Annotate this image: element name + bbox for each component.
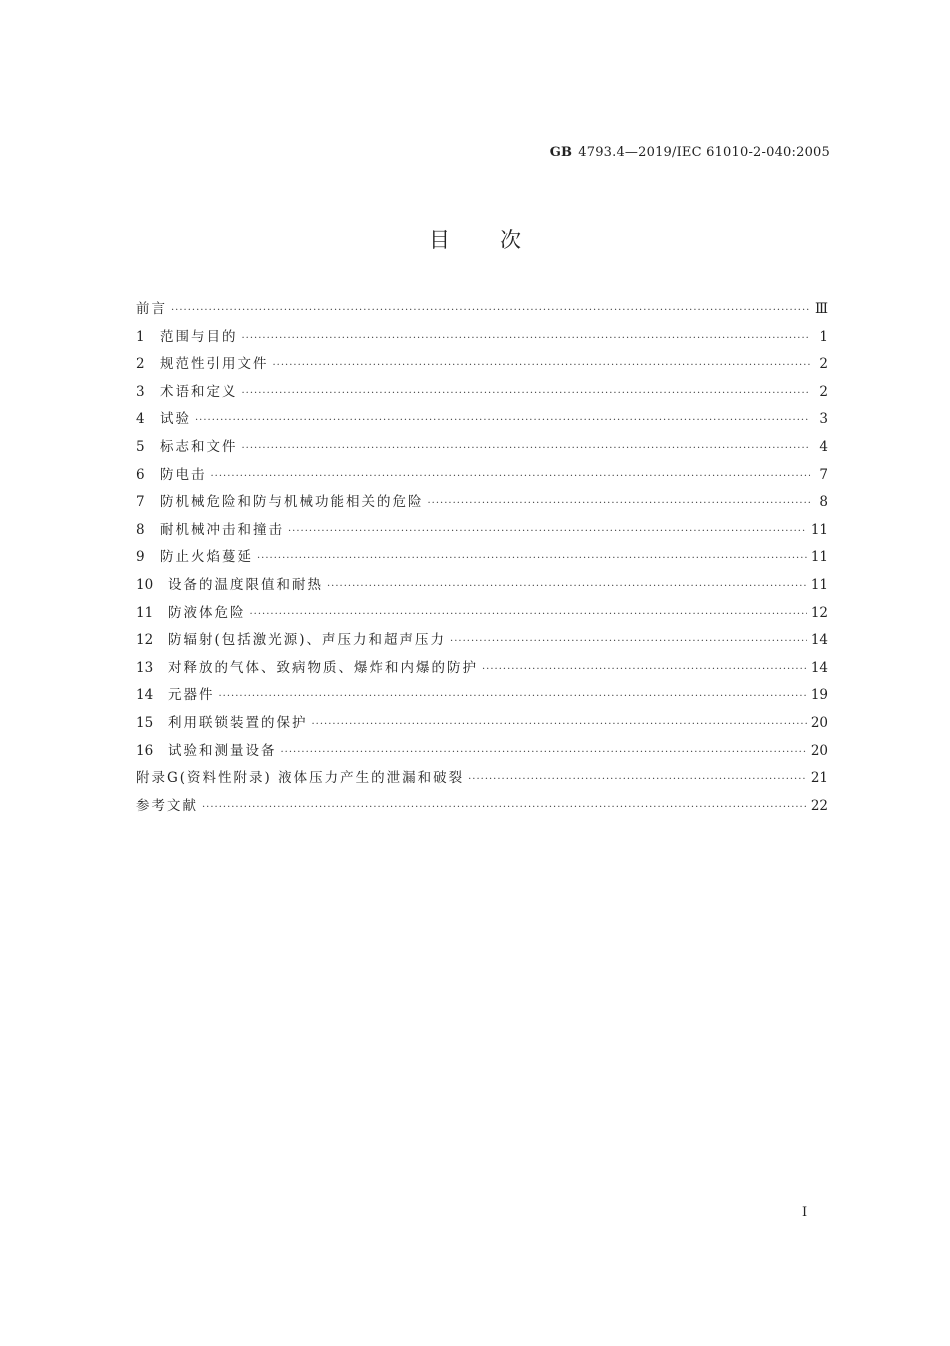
toc-entry[interactable] <box>136 711 828 739</box>
dot-leader <box>428 498 811 509</box>
dot-leader <box>219 691 807 702</box>
dot-leader <box>327 581 807 592</box>
toc-entry-number: 10 <box>136 576 154 593</box>
toc-entry-number: 6 <box>136 466 145 483</box>
toc-entry-number: 4 <box>136 411 145 428</box>
toc-entry-number: 8 <box>136 521 145 538</box>
standard-number: 4793.4—2019/IEC 61010-2-040:2005 <box>578 145 830 160</box>
toc-entry-number: 14 <box>136 687 154 704</box>
toc-entry-label: 对释放的气体、致病物质、爆炸和内爆的防护 <box>168 659 478 676</box>
toc-entry-label: 设备的温度限值和耐热 <box>168 576 323 593</box>
toc-entry-label: 元器件 <box>168 687 215 704</box>
toc-entry-label: 标志和文件 <box>160 438 238 455</box>
toc-entry-page: 8 <box>819 494 828 511</box>
toc-entry-label: 防辐射(包括激光源)、声压力和超声压力 <box>168 632 447 649</box>
toc-entry-label: 术语和定义 <box>160 383 238 400</box>
toc-entry-number: 15 <box>136 714 154 731</box>
toc-entry-page: 20 <box>810 742 828 759</box>
toc-entry-page: 22 <box>810 797 828 814</box>
toc-entry-label: 前言 <box>136 301 167 317</box>
toc-entry-page: 3 <box>819 411 828 428</box>
dot-leader <box>211 471 811 482</box>
toc-entry-number: 11 <box>136 604 154 621</box>
document-code-header <box>550 145 830 160</box>
toc-entry-page: 1 <box>819 328 828 345</box>
dot-leader <box>171 305 810 316</box>
toc-entry[interactable] <box>136 463 828 491</box>
dot-leader <box>273 360 811 371</box>
toc-entry-page: 12 <box>810 604 828 621</box>
toc-entry-page: 14 <box>810 659 828 676</box>
toc-entry[interactable] <box>136 794 828 822</box>
toc-entry[interactable] <box>136 518 828 546</box>
dot-leader <box>450 636 807 647</box>
dot-leader <box>250 609 807 620</box>
toc-entry-number: 2 <box>136 356 145 373</box>
toc-entry-page: 14 <box>810 632 828 649</box>
toc-entry-number: 9 <box>136 549 145 566</box>
toc-entry-page: 4 <box>819 438 828 455</box>
toc-entry[interactable] <box>136 490 828 518</box>
toc-entry[interactable] <box>136 766 828 794</box>
toc-entry-label: 试验 <box>160 411 191 428</box>
toc-entry-label: 防电击 <box>160 466 207 483</box>
toc-entry-label: 试验和测量设备 <box>168 742 277 759</box>
toc-entry-number: 7 <box>136 494 145 511</box>
toc-entry[interactable] <box>136 683 828 711</box>
toc-entry-page: 7 <box>819 466 828 483</box>
toc-entry-page: 21 <box>810 770 828 787</box>
dot-leader <box>257 553 807 564</box>
dot-leader <box>242 388 811 399</box>
toc-entry-page: 2 <box>819 383 828 400</box>
page-title: 目次 <box>429 228 571 252</box>
toc-entry[interactable] <box>136 407 828 435</box>
toc-entry[interactable] <box>136 352 828 380</box>
toc-entry-number: 3 <box>136 383 145 400</box>
toc-entry[interactable] <box>136 545 828 573</box>
toc-entry-label: 防机械危险和防与机械功能相关的危险 <box>160 494 424 511</box>
dot-leader <box>281 747 807 758</box>
toc-entry-number: 16 <box>136 742 154 759</box>
toc-entry-page: Ⅲ <box>814 301 828 317</box>
toc-entry-number: 5 <box>136 438 145 455</box>
toc-entry[interactable] <box>136 573 828 601</box>
toc-entry[interactable] <box>136 325 828 353</box>
toc-entry-label: 利用联锁装置的保护 <box>168 714 308 731</box>
toc-entry-label: 防液体危险 <box>168 604 246 621</box>
toc-entry-label: 耐机械冲击和撞击 <box>160 521 284 538</box>
toc-entry[interactable] <box>136 297 828 325</box>
toc-entry-number: 13 <box>136 659 154 676</box>
toc-entry-label: 范围与目的 <box>160 328 238 345</box>
toc-entry-label: 参考文献 <box>136 797 198 814</box>
toc-entry[interactable] <box>136 628 828 656</box>
dot-leader <box>312 719 807 730</box>
toc-entry-page: 20 <box>810 714 828 731</box>
toc-entry[interactable] <box>136 380 828 408</box>
dot-leader <box>195 415 810 426</box>
dot-leader <box>482 664 807 675</box>
toc-entry-page: 2 <box>819 356 828 373</box>
toc-entry-label: 防止火焰蔓延 <box>160 549 253 566</box>
toc-entry-page: 11 <box>810 521 828 538</box>
dot-leader <box>468 774 807 785</box>
toc-entry-page: 11 <box>810 549 828 566</box>
dot-leader <box>288 526 807 537</box>
toc-entry-label: 规范性引用文件 <box>160 356 269 373</box>
standard-prefix: GB <box>549 145 573 160</box>
toc-entry[interactable] <box>136 656 828 684</box>
toc-entry[interactable] <box>136 739 828 767</box>
toc-entry-label: 附录G(资料性附录) 液体压力产生的泄漏和破裂 <box>136 770 465 787</box>
toc-entry-page: 19 <box>810 687 828 704</box>
page-number: I <box>802 1205 808 1220</box>
dot-leader <box>202 802 807 813</box>
toc-entry-number: 12 <box>136 632 154 649</box>
toc-entry-page: 11 <box>810 576 828 593</box>
dot-leader <box>242 333 811 344</box>
toc-entry[interactable] <box>136 435 828 463</box>
dot-leader <box>242 443 811 454</box>
toc-entry[interactable] <box>136 601 828 629</box>
table-of-contents <box>136 297 828 821</box>
toc-entry-number: 1 <box>136 328 145 345</box>
